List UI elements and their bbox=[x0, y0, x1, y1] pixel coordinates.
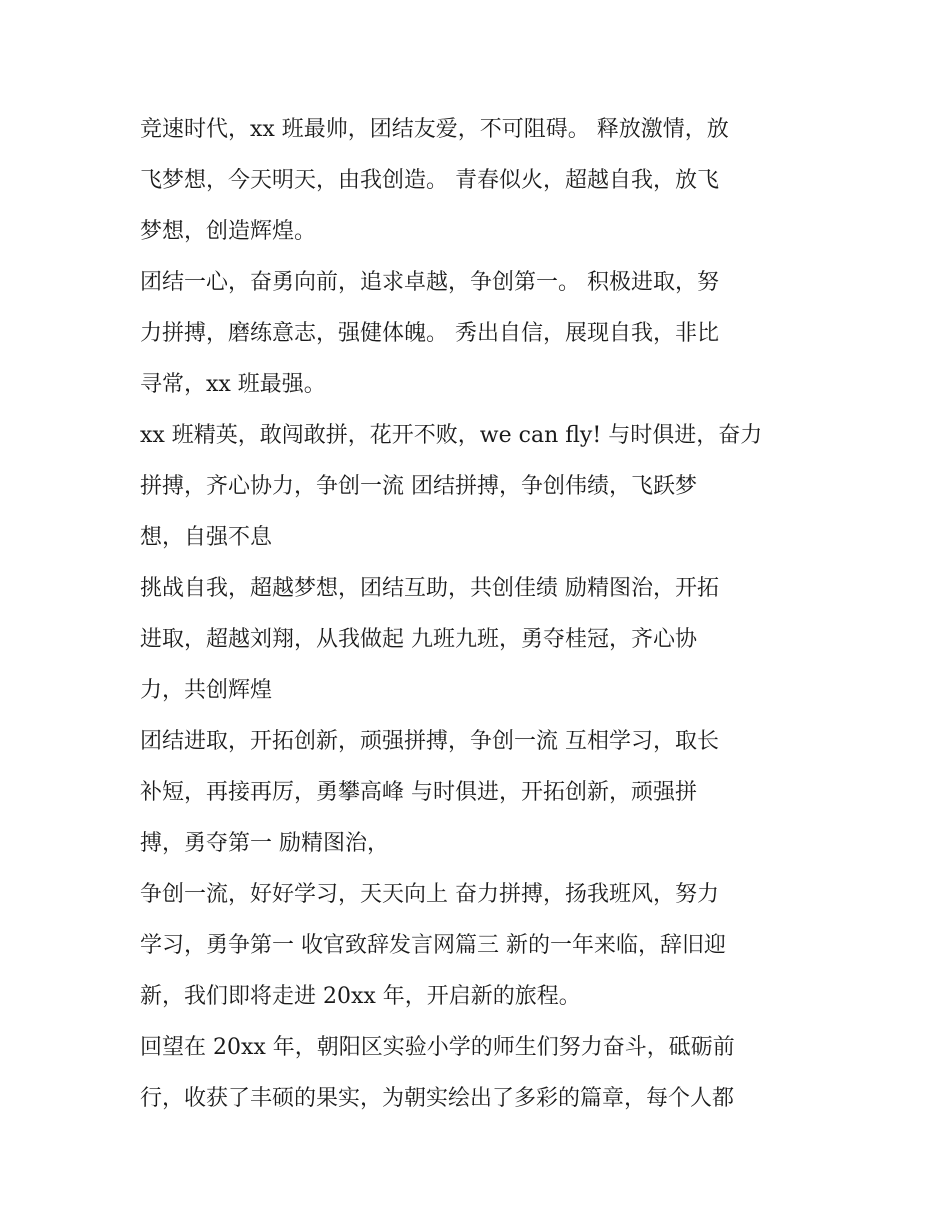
paragraph-2 bbox=[140, 257, 820, 410]
text-line: 回望在 20xx 年，朝阳区实验小学的师生们努力奋斗，砥砺前 bbox=[140, 1035, 735, 1060]
paragraph-5 bbox=[140, 716, 820, 869]
text-line: 挑战自我，超越梦想，团结互助，共创佳绩 励精图治，开拓 bbox=[140, 576, 719, 601]
paragraph-3 bbox=[140, 410, 820, 563]
text-line: 竞速时代，xx 班最帅，团结友爱，不可阻碍。 释放激情，放 bbox=[140, 117, 729, 142]
paragraph-6 bbox=[140, 869, 820, 1022]
paragraph-4 bbox=[140, 563, 820, 716]
text-line: 进取，超越刘翔，从我做起 九班九班，勇夺桂冠，齐心协 bbox=[140, 627, 697, 652]
text-line: 寻常，xx 班最强。 bbox=[140, 372, 326, 397]
text-line: 新，我们即将走进 20xx 年，开启新的旅程。 bbox=[140, 984, 581, 1009]
paragraph-7 bbox=[140, 1022, 820, 1124]
text-line: 团结一心，奋勇向前，追求卓越，争创第一。 积极进取，努 bbox=[140, 270, 719, 295]
text-line: 争创一流，好好学习，天天向上 奋力拼搏，扬我班风，努力 bbox=[140, 882, 719, 907]
text-line: 力，共创辉煌 bbox=[140, 678, 273, 703]
text-line: 飞梦想，今天明天，由我创造。 青春似火，超越自我，放飞 bbox=[140, 168, 719, 193]
text-line: 行，收获了丰硕的果实，为朝实绘出了多彩的篇章，每个人都 bbox=[140, 1086, 735, 1111]
text-line: xx 班精英，敢闯敢拼，花开不败，we can fly! 与时俱进，奋力 bbox=[140, 423, 763, 448]
paragraph-1 bbox=[140, 104, 820, 257]
text-line: 搏，勇夺第一 励精图治， bbox=[140, 831, 389, 856]
text-line: 团结进取，开拓创新，顽强拼搏，争创一流 互相学习，取长 bbox=[140, 729, 719, 754]
text-line: 拼搏，齐心协力，争创一流 团结拼搏，争创伟绩，飞跃梦 bbox=[140, 474, 697, 499]
document-body bbox=[140, 104, 820, 1124]
text-line: 学习，勇争第一 收官致辞发言网篇三 新的一年来临，辞旧迎 bbox=[140, 933, 726, 958]
text-line: 力拼搏，磨练意志，强健体魄。 秀出自信，展现自我，非比 bbox=[140, 321, 719, 346]
text-line: 补短，再接再厉，勇攀高峰 与时俱进，开拓创新，顽强拼 bbox=[140, 780, 697, 805]
text-line: 梦想，创造辉煌。 bbox=[140, 219, 317, 244]
text-line: 想，自强不息 bbox=[140, 525, 273, 550]
